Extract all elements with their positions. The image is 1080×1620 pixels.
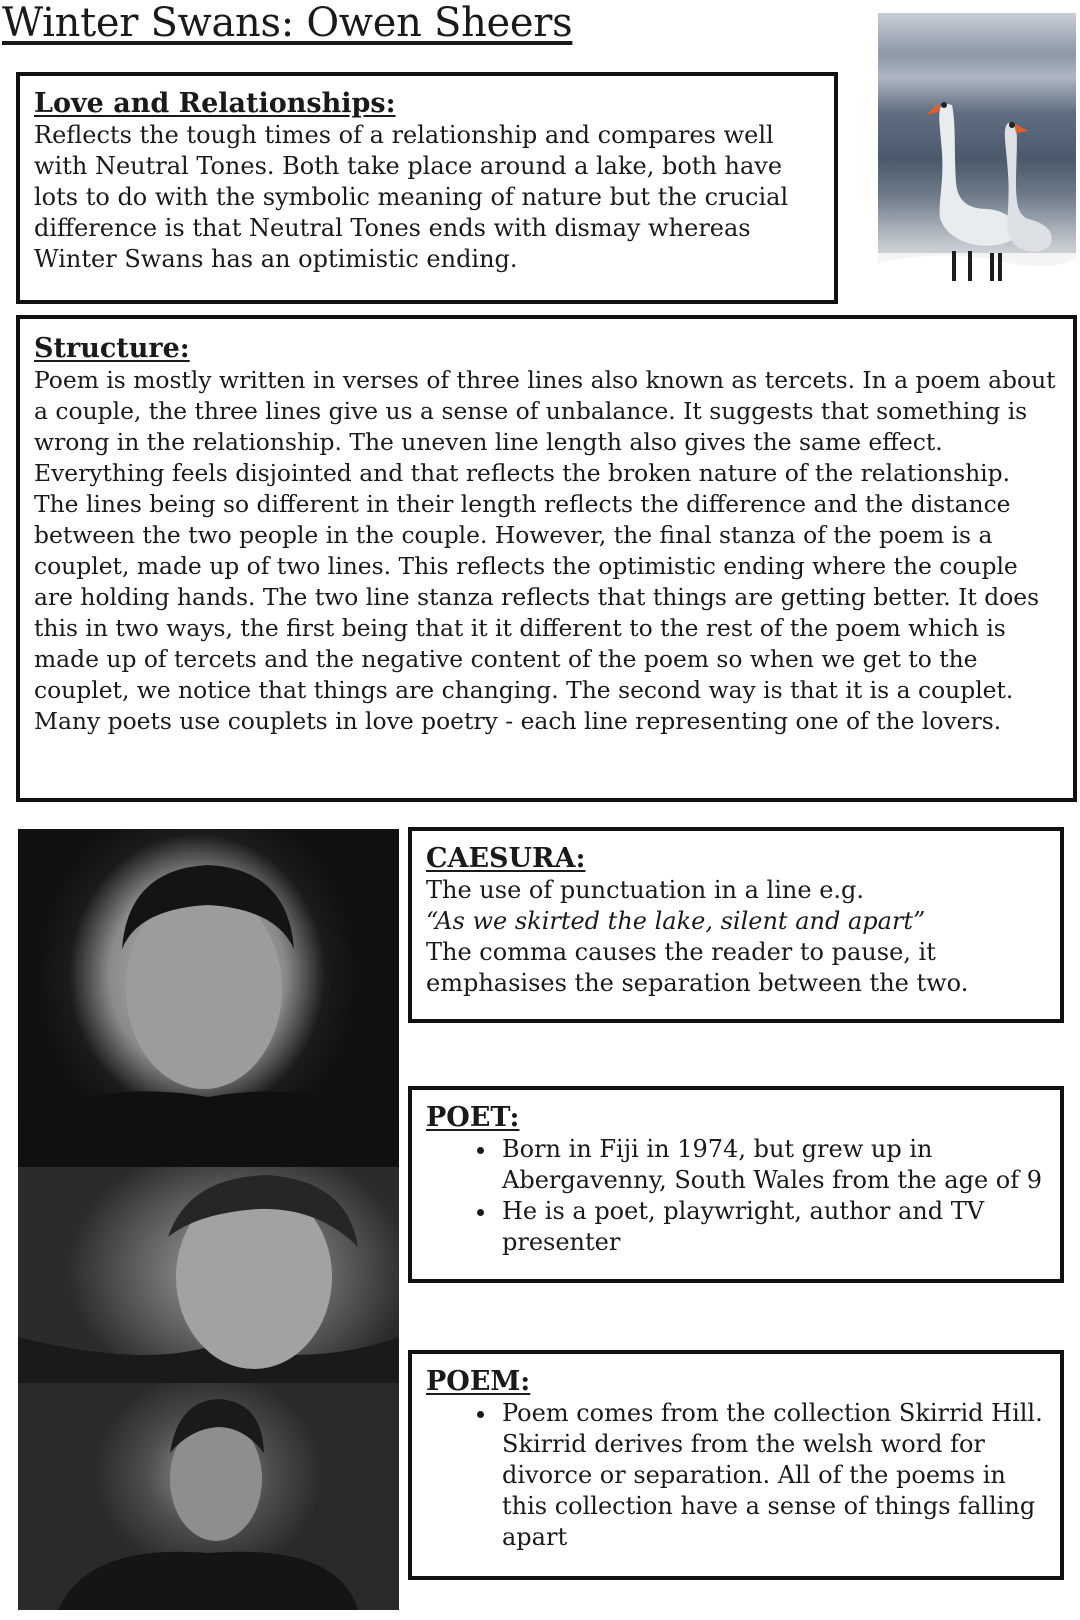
caesura-heading: CAESURA: <box>426 843 586 874</box>
poet-heading: POET: <box>426 1102 520 1133</box>
list-item: • Poem comes from the collection Skirrid Hill. Skirrid derives from the welsh word for divorce or separation. All of the poems in this collection have a sense of things falling apart <box>498 1398 1046 1553</box>
caesura-box <box>408 827 1064 1023</box>
poet-portrait-3 <box>18 1383 399 1610</box>
poem-heading: POEM: <box>426 1366 531 1397</box>
structure-text: Poem is mostly written in verses of three lines also known as tercets. In a poem about a couple, the three lines give us a sense of unbalance. It suggests that something is wrong in the relationship. The uneven line length also gives the same effect. Everything feels disjointed and that reflects the broken nature of the relationship. The lines being so different in their length reflects the difference and the distance between the two people in the couple. However, the final stanza of the poem is a couplet, made up of two lines. This reflects the optimistic ending where the couple are holding hands. The two line stanza reflects that things are getting better. It does this in two ways, the first being that it it different to the rest of the poem which is made up of tercets and the negative content of the poem so when we get to the couplet, we notice that things are changing. The second way is that it is a couplet. Many poets use couplets in love poetry - each line representing one of the lovers. <box>34 366 1056 735</box>
page-title: Winter Swans: Owen Sheers <box>2 0 573 46</box>
poet-portrait-1 <box>18 829 399 1167</box>
caesura-explanation: The comma causes the reader to pause, it emphasises the separation between the two. <box>426 938 969 997</box>
list-item: • He is a poet, playwright, author and TV presenter <box>498 1196 1046 1258</box>
structure-box <box>16 315 1077 802</box>
poem-box <box>408 1350 1064 1580</box>
relationships-text: Reflects the tough times of a relationship and compares well with Neutral Tones. Both take place around a lake, both have lots to do with the symbolic meaning of nature but the crucial difference is that Neutral Tones ends with dismay whereas Winter Swans has an optimistic ending. <box>34 121 789 273</box>
poem-bullets <box>426 1398 1046 1553</box>
love-relationships-box <box>16 72 838 304</box>
swans-photo <box>878 13 1076 306</box>
poet-bullets <box>426 1134 1046 1258</box>
relationships-heading: Love and Relationships: <box>34 88 396 119</box>
poet-box <box>408 1086 1064 1283</box>
list-item: • Born in Fiji in 1974, but grew up in Abergavenny, South Wales from the age of 9 <box>498 1134 1046 1196</box>
caesura-quote: “As we skirted the lake, silent and apart” <box>426 907 926 935</box>
poet-portrait-2 <box>18 1167 399 1383</box>
caesura-definition: The use of punctuation in a line e.g. <box>426 876 865 904</box>
structure-heading: Structure: <box>34 333 190 364</box>
